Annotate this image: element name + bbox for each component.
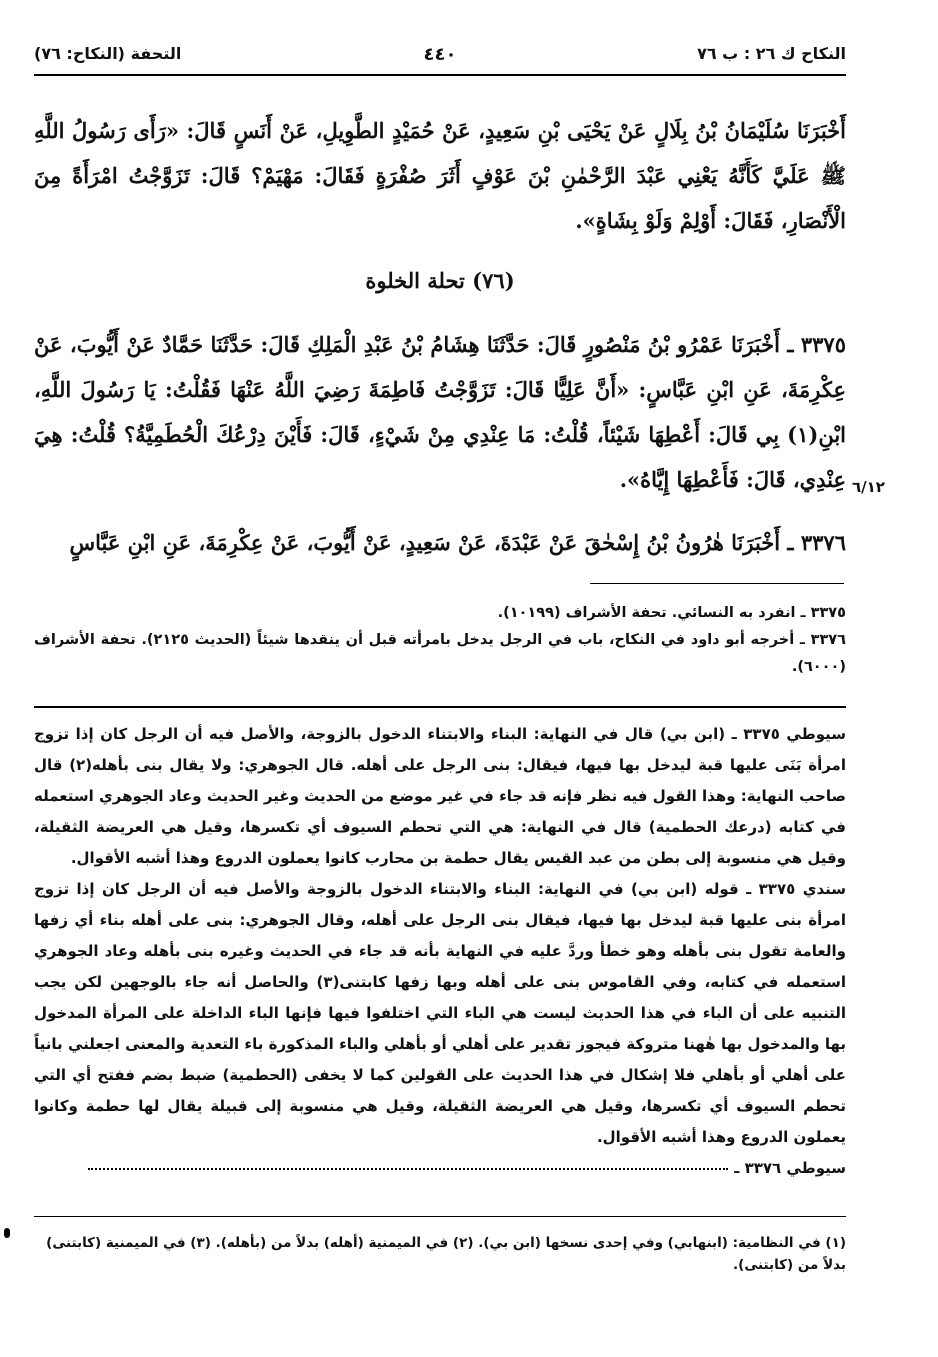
hadith-paragraph-1: أَخْبَرَنَا سُلَيْمَانُ بْنُ بِلَالٍ عَنْ يَحْيَى بْنِ سَعِيدٍ، عَنْ حُمَيْدٍ الطَّوِيلِ، عَنْ أَنَسٍ قَالَ: «رَأَى رَسُولُ اللَّهِ ﷺ عَلَيَّ كَأَنَّهُ يَعْنِي عَبْدَ الرَّحْمٰنِ بْنَ عَوْفٍ أَثَرَ صُفْرَةٍ فَقَالَ: مَهْيَمْ؟ قَالَ: تَزَوَّجْتُ امْرَأَةً مِنَ الْأَنْصَارِ، فَقَالَ: أَوْلِمْ وَلَوْ بِشَاةٍ». [34,118,846,233]
chapter-heading: (٧٦) تحلة الخلوة [365,268,515,293]
scan-ink-mark [4,1228,10,1238]
marginal-reference: ٦/١٢ [852,478,885,496]
takhrij-notes [34,600,846,681]
dotted-leader [88,1168,728,1170]
suyuti-3376-line [34,1153,846,1184]
hadith-3375: ٣٣٧٥ ـ أَخْبَرَنَا عَمْرُو بْنُ مَنْصُورٍ قَالَ: حَدَّثَنَا هِشَامُ بْنُ عَبْدِ الْمَلِكِ قَالَ: حَدَّثَنَا حَمَّادٌ عَنْ أَيُّوبَ، عَنْ عِكْرِمَةَ، عَنِ ابْنِ عَبَّاسٍ: «أَنَّ عَلِيًّا قَالَ: تَزَوَّجْتُ فَاطِمَةَ رَضِيَ اللَّهُ عَنْهَا فَقُلْتُ: يَا رَسُولَ اللَّهِ، ابْنِ(١) بِي قَالَ: أَعْطِهَا شَيْئاً، قُلْتُ: مَا عِنْدِي مِنْ شَيْءٍ، قَالَ: فَأَيْنَ دِرْعُكَ الْحُطَمِيَّةُ؟ قُلْتُ: هِيَ عِنْدِي، قَالَ: فَأَعْطِهَا إِيَّاهُ». [34,332,846,492]
takhrij-3376: ٣٣٧٦ ـ أخرجه أبو داود في النكاح، باب في الرجل يدخل بامرأته قبل أن ينقدها شيئاً (الحديث ٢١٢٥). تحفة الأشراف (٦٠٠٠). [34,632,846,675]
hadith-3376: ٣٣٧٦ ـ أَخْبَرَنَا هٰرُونُ بْنُ إِسْحٰقَ عَنْ عَبْدَةَ، عَنْ سَعِيدٍ، عَنْ أَيُّوبَ، عَنْ عِكْرِمَةَ، عَنِ ابْنِ عَبَّاسٍ [69,530,846,555]
header-tuhfa-ref: التحفة (النكاح: ٧٦) [34,44,182,63]
suyuti-3376: سيوطي ٣٣٧٦ ـ [734,1159,846,1177]
footnotes: (١) في النظامية: (ابنهابي) وفي إحدى نسخها (ابن بي). (٢) في الميمنية (أهله) بدلاً من (بأهله). (٣) في الميمنية (كابتنى) بدلاً من (كابتنى). [46,1235,846,1273]
footnote-divider [34,1216,846,1217]
page-number: ٤٤٠ [423,44,457,65]
commentary-section [34,719,846,1184]
sindi-3375: سندي ٣٣٧٥ ـ قوله (ابن بي) في النهاية: البناء والابتناء الدخول بالزوجة والأصل فيه أن الرجل كان إذا تزوج امرأة بنى عليها قبة ليدخل بها فيها، فيقال بنى الرجل على أهله، وقال الجوهري: بنى على أهله بناء أي زفها والعامة تقول بنى بأهله وهو خطأ وردَّ عليه في النهاية بأنه قد جاء في الحديث وغيره بنى بأهله وعاد الجوهري استعمله في كتابه، وفي القاموس بنى على أهله وبها زفها كابتنى(٣) والحاصل أنه جاء بالوجهين لكن يجب التنبيه على أن الباء في هذا الحديث ليست هي الباء التي اختلفوا فيها فإنها الباء الداخلة على المرأة المدخول بها والمدخول بها هٰهنا متروكة فيجوز تقدير على أهلي أو بأهلي والباء المذكورة باء التعدية والمعنى اجعلني بانياً على أهلي أو بأهلي فلا إشكال في هذا الحديث على القولين كما لا يخفى (الحطمية) ضبط بضم ففتح أي التي تحطم السيوف أي تكسرها، وقيل هي العريضة الثقيلة، وقيل هي منسوبة إلى قبيلة يقال لها حطمة وكانوا يعملون الدروع وهذا أشبه الأقوال. [34,880,846,1146]
takhrij-divider [590,583,844,584]
running-header [34,44,846,74]
commentary-divider [34,706,846,708]
header-chapter-ref: النكاح ك ٢٦ : ب ٧٦ [697,44,846,63]
suyuti-3375: سيوطي ٣٣٧٥ ـ (ابن بي) قال في النهاية: البناء والابتناء الدخول بالزوجة، والأصل فيه أن الرجل كان إذا تزوج امرأة بَنَى عليها قبة ليدخل بها فيها، فيقال: بنى الرجل على أهله. قال الجوهري: ولا يقال بنى بأهله(٢) قال صاحب النهاية: وهذا القول فيه نظر فإنه قد جاء في غير موضع من الحديث وغير الحديث وعاد الجوهري استعمله في كتابه (درعك الحطمية) قال في النهاية: هي التي تحطم السيوف أي تكسرها، وقيل هي العريضة الثقيلة، وقيل هي منسوبة إلى بطن من عبد القيس يقال حطمة بن محارب كانوا يعملون الدروع وهذا أشبه الأقوال. [34,725,847,867]
takhrij-3375: ٣٣٧٥ ـ انفرد به النسائي. تحفة الأشراف (١٠١٩٩). [497,605,846,621]
header-divider [34,74,846,76]
